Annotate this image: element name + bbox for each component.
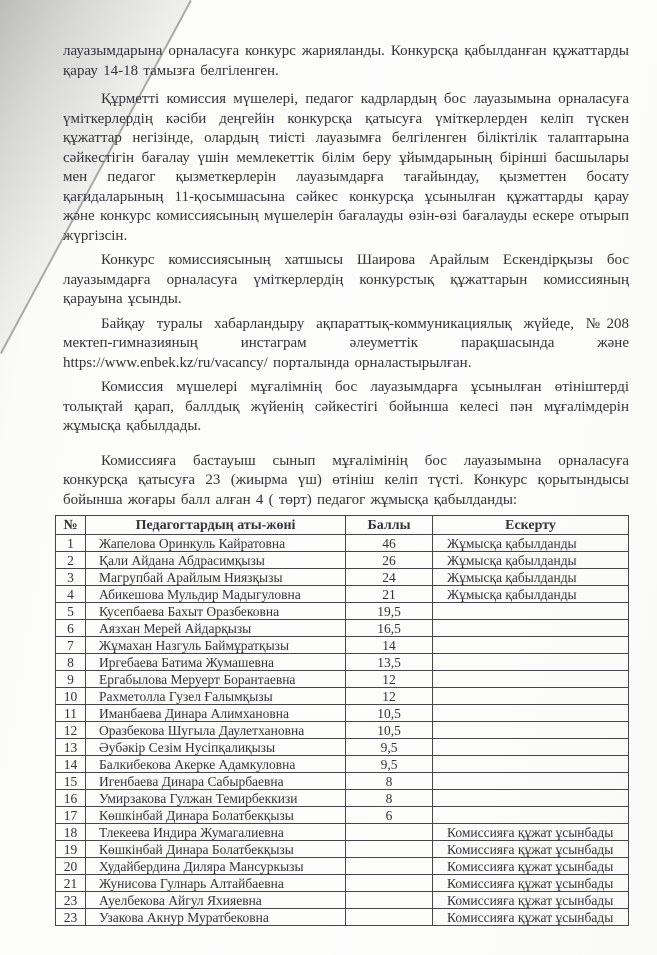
table-row [56,535,629,552]
cell-number: 19 [56,841,86,858]
paragraph: Байқау туралы хабарландыру ақпараттық-коммуникациялық жүйеде, №208 мектеп-гимназияның инстаграм әлеуметтік парақшасында және https://www.enbek.kz/ru/vacancy/ порталында орналастырылған. [63,315,629,371]
table-body [56,535,629,926]
cell-number: 17 [56,807,86,824]
table-row [56,552,629,569]
cell-number: 12 [56,722,86,739]
cell-note: Жұмысқа қабылданды [433,569,629,586]
cell-score: 16,5 [346,620,433,637]
cell-score: 10,5 [346,722,433,739]
cell-score [346,875,433,892]
cell-score: 12 [346,688,433,705]
cell-number: 4 [56,586,86,603]
cell-name: Игенбаева Динара Сабырбаевна [86,773,346,790]
cell-number: 5 [56,603,86,620]
cell-number: 10 [56,688,86,705]
cell-name: Худайбердина Диляра Мансуркызы [86,858,346,875]
cell-number: 18 [56,824,86,841]
table-row [56,773,629,790]
cell-note: Жұмысқа қабылданды [433,535,629,552]
cell-name: Кусепбаева Бахыт Оразбековна [86,603,346,620]
cell-number: 20 [56,858,86,875]
cell-name: Аязхан Мерей Айдарқызы [86,620,346,637]
column-header: № [56,516,86,535]
cell-note [433,603,629,620]
table-row [56,603,629,620]
table-row [56,586,629,603]
document-paragraphs [63,42,629,510]
results-table [55,515,629,926]
cell-number: 21 [56,875,86,892]
cell-number: 6 [56,620,86,637]
cell-name: Ауелбекова Айгул Яхияевна [86,892,346,909]
cell-score: 21 [346,586,433,603]
cell-number: 9 [56,671,86,688]
column-header: Ескерту [433,516,629,535]
cell-name: Иманбаева Динара Алимхановна [86,705,346,722]
cell-name: Узакова Акнур Муратбековна [86,909,346,926]
cell-note [433,807,629,824]
cell-number: 13 [56,739,86,756]
cell-score [346,841,433,858]
paragraph: Комиссияға бастауыш сынып мұғалімінің бос лауазымына орналасуға конкурсқа қатысуға 23 (жиырма үш) өтініш келіп түсті. Конкурс қорытындысы бойынша жоғары балл алған 4 ( төрт) педагог жұмысқа қабылданды: [63,452,629,508]
table-row [56,756,629,773]
cell-score: 19,5 [346,603,433,620]
cell-number: 16 [56,790,86,807]
cell-note: Комиссияға құжат ұсынбады [433,841,629,858]
cell-number: 3 [56,569,86,586]
cell-number: 23 [56,909,86,926]
cell-name: Абикешова Мульдир Мадыгуловна [86,586,346,603]
paragraph: Конкурс комиссиясының хатшысы Шаирова Арайлым Ескендірқызы бос лауазымдарға орналасуға үміткерлердің конкурстық құжаттарын комиссияның қарауына ұсынды. [63,252,629,307]
cell-name: Жапелова Оринкуль Кайратовна [86,535,346,552]
cell-score [346,824,433,841]
cell-score [346,909,433,926]
cell-name: Рахметолла Гузел Ғалымқызы [86,688,346,705]
cell-note [433,637,629,654]
cell-note [433,722,629,739]
table-row [56,722,629,739]
paragraph: Құрметті комиссия мүшелері, педагог кадрлардың бос лауазымына орналасуға үміткерлердің кәсіби деңгейін конкурсқа қатысуға үміткерлерден келіп түскен құжаттар негізінде, олардың тиісті лауазымға белгіленген біліктілік талаптарына сәйкестігін бағалау үшін мемлекеттік білім беру ұйымдарының бірінші басшылары мен педагог қызметкерлерін лауазымдарға тағайындау, қызметтен босату қағидаларының 11-қосымшасына сәйкес конкурсқа ұсынылған құжаттарды қарау және конкурс комиссиясының мүшелерін бағалауды өзін-өзі бағалауды ескере отырып жүргізсін. [63,91,629,244]
table-row [56,620,629,637]
table-row [56,739,629,756]
cell-name: Тлекеева Индира Жумагалиевна [86,824,346,841]
cell-number: 23 [56,892,86,909]
table-row [56,824,629,841]
cell-name: Оразбекова Шугыла Даулетхановна [86,722,346,739]
cell-name: Әубәкір Сезім Нусіпқалиқызы [86,739,346,756]
cell-note: Жұмысқа қабылданды [433,586,629,603]
cell-note [433,756,629,773]
cell-number: 7 [56,637,86,654]
table-row [56,807,629,824]
cell-score: 26 [346,552,433,569]
column-header: Баллы [346,516,433,535]
cell-name: Қали Айдана Абдрасимқызы [86,552,346,569]
table-row [56,858,629,875]
cell-name: Көшкінбай Динара Болатбекқызы [86,807,346,824]
cell-name: Магрупбай Арайлым Ниязқызы [86,569,346,586]
table-row [56,790,629,807]
cell-name: Көшкінбай Динара Болатбекқызы [86,841,346,858]
cell-score: 13,5 [346,654,433,671]
cell-score: 8 [346,773,433,790]
cell-note [433,705,629,722]
table-row [56,637,629,654]
column-header: Педагогтардың аты-жөні [86,516,346,535]
cell-note: Жұмысқа қабылданды [433,552,629,569]
cell-note: Комиссияға құжат ұсынбады [433,875,629,892]
cell-score: 24 [346,569,433,586]
cell-name: Жұмахан Назгуль Баймұратқызы [86,637,346,654]
cell-score: 46 [346,535,433,552]
cell-score [346,858,433,875]
cell-note [433,688,629,705]
cell-score: 12 [346,671,433,688]
cell-note [433,773,629,790]
cell-score: 14 [346,637,433,654]
cell-score: 8 [346,790,433,807]
table-row [56,875,629,892]
cell-note: Комиссияға құжат ұсынбады [433,909,629,926]
cell-note [433,620,629,637]
cell-score: 6 [346,807,433,824]
cell-note [433,739,629,756]
cell-name: Умирзакова Гулжан Темирбеккизи [86,790,346,807]
cell-note: Комиссияға құжат ұсынбады [433,858,629,875]
table-row [56,654,629,671]
cell-number: 14 [56,756,86,773]
cell-number: 2 [56,552,86,569]
cell-score: 9,5 [346,739,433,756]
cell-score: 9,5 [346,756,433,773]
table-row [56,671,629,688]
cell-score [346,892,433,909]
cell-note: Комиссияға құжат ұсынбады [433,892,629,909]
paragraph: лауазымдарына орналасуға конкурс жарияланды. Конкурсқа қабылданған құжаттарды қарау 14-18 тамызға белгіленген. [63,43,629,79]
cell-name: Балкибекова Акерке Адамкуловна [86,756,346,773]
cell-number: 1 [56,535,86,552]
cell-note [433,654,629,671]
cell-note: Комиссияға құжат ұсынбады [433,824,629,841]
cell-number: 11 [56,705,86,722]
cell-name: Жунисова Гулнарь Алтайбаевна [86,875,346,892]
table-row [56,909,629,926]
cell-name: Ергабылова Меруерт Борантаевна [86,671,346,688]
cell-number: 8 [56,654,86,671]
paragraph: Комиссия мүшелері мұғалімнің бос лауазымдарға ұсынылған өтініштерді толықтай қарап, баллдық жүйенің сәйкестігі бойынша келесі пән мұғалімдерін жұмысқа қабылдады. [63,379,629,434]
table-header-row [56,516,629,535]
cell-number: 15 [56,773,86,790]
table-row [56,705,629,722]
table-row [56,569,629,586]
table-row [56,841,629,858]
table-row [56,892,629,909]
cell-name: Иргебаева Батима Жумашевна [86,654,346,671]
cell-note [433,671,629,688]
document-content [63,42,629,926]
table-row [56,688,629,705]
cell-note [433,790,629,807]
cell-score: 10,5 [346,705,433,722]
